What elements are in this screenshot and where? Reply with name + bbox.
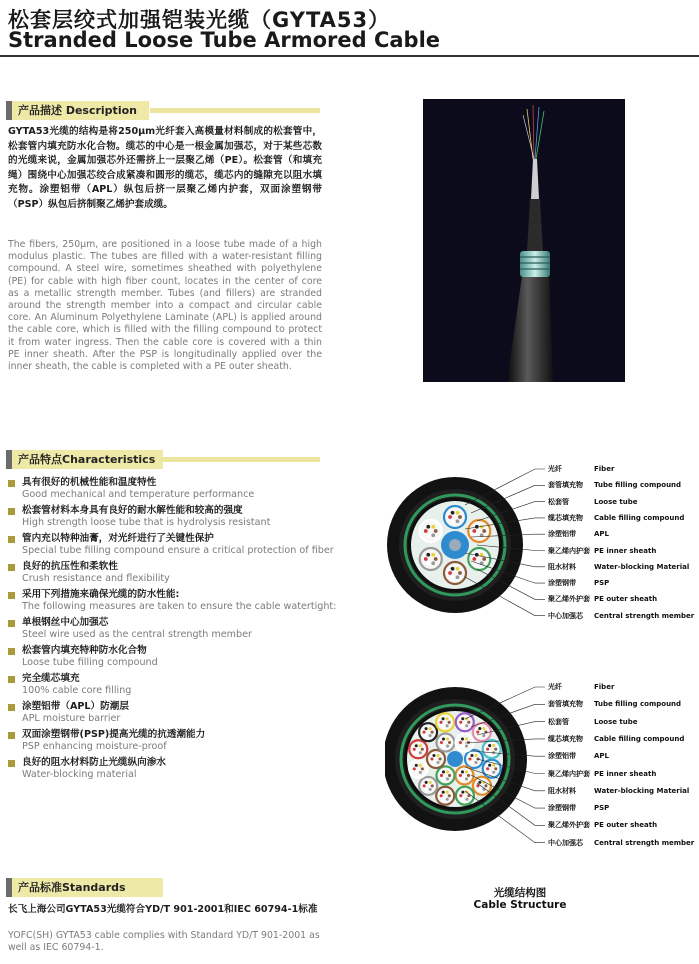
- standards-text-en: YOFC(SH) GYTA53 cable complies with Standard YD/T 901-2001 as well as IEC 60794-1.: [8, 930, 320, 953]
- item-cn: 良好的抗压性和柔软性: [22, 561, 118, 572]
- structure-label: [548, 751, 609, 761]
- item-en: The following measures are taken to ensure the cable watertight:: [22, 601, 337, 612]
- fiber: [492, 764, 495, 767]
- loose-tube: [473, 723, 491, 741]
- fiber: [439, 757, 442, 760]
- structure-label-en: Water-blocking Material: [594, 786, 690, 795]
- fiber: [442, 717, 445, 720]
- bullet-square-icon: [8, 536, 15, 543]
- fiber: [488, 771, 491, 774]
- structure-label: [548, 820, 657, 830]
- fiber: [478, 788, 481, 791]
- fiber: [461, 770, 464, 773]
- fiber: [461, 791, 464, 794]
- structure-label-en: PE outer sheath: [594, 821, 658, 830]
- list-item: [8, 617, 338, 640]
- structure-label-en: PE outer sheath: [594, 595, 658, 604]
- structure-label-cn: 阻水材料: [548, 786, 576, 795]
- description-text-en: The fibers, 250μm, are positioned in a loose tube made of a high modulus plastic. The tubes are filled with a water-resistant filling compound. A steel wire, sometimes sheathed with polyethylene (PE) for cable with high fiber count, locates in the center of core as a metallic strength member. Tubes (and fillers) are stranded around the strength member into a compact and circular cable core. An Aluminum Polyethylene Laminate (APL) is applied around the cable core, which is filled with the filling compound to protect it from water ingress. Then the cable core is covered with a thin PE inner sheath. After the PSP is longitudinally applied over the inner sheath, the cable is completed with a PE outer sheath.: [8, 239, 322, 373]
- fiber: [448, 571, 452, 575]
- fiber: [426, 533, 430, 537]
- fiber: [429, 781, 432, 784]
- fiber: [459, 741, 462, 744]
- fiber: [424, 557, 428, 561]
- structure-label-en: PE inner sheath: [594, 546, 657, 555]
- fiber: [426, 553, 430, 557]
- fiber: [434, 557, 438, 561]
- description-heading: 产品描述 Description: [6, 101, 149, 120]
- fiber: [446, 745, 449, 748]
- list-item: [8, 645, 338, 668]
- fiber: [475, 553, 479, 557]
- structure-label-en: Loose tube: [594, 497, 638, 506]
- fiber: [425, 734, 428, 737]
- item-cn: 良好的阻水材料防止光缆纵向渗水: [22, 757, 166, 768]
- fiber: [434, 529, 438, 533]
- fiber: [467, 721, 470, 724]
- structure-label: [548, 717, 638, 727]
- structure-label-en: APL: [594, 530, 610, 539]
- item-en: PSP enhancing moisture-proof: [22, 741, 167, 752]
- fiber: [465, 745, 468, 748]
- fiber: [472, 529, 476, 533]
- structure-label-en: Central strength member: [594, 838, 695, 847]
- fiber: [448, 721, 451, 724]
- fiber: [465, 724, 468, 727]
- bullet-square-icon: [8, 508, 15, 515]
- fiber: [430, 757, 433, 760]
- page-title-en: Stranded Loose Tube Armored Cable: [8, 28, 441, 52]
- fiber: [446, 777, 449, 780]
- bullet-square-icon: [8, 564, 15, 571]
- fiber: [456, 519, 460, 523]
- standards-text-cn: 长飞上海公司GYTA53光缆符合YD/T 901-2001和IEC 60794-1标准: [8, 904, 318, 915]
- fiber: [492, 744, 495, 747]
- bullet-square-icon: [8, 648, 15, 655]
- fiber: [423, 731, 426, 734]
- fiber: [440, 774, 443, 777]
- structure-label: [548, 803, 609, 813]
- structure-label-en: Water-blocking Material: [594, 562, 690, 571]
- fiber: [448, 774, 451, 777]
- fiber: [482, 557, 486, 561]
- structure-label-cn: 聚乙烯外护套: [548, 595, 590, 604]
- loose-tube: [427, 750, 445, 768]
- structure-label-cn: 聚乙烯外护套: [548, 821, 590, 830]
- structure-label-en: Fiber: [594, 683, 615, 691]
- list-item: [8, 673, 338, 696]
- structure-label-cn: 缆芯填充物: [548, 734, 583, 743]
- fiber: [472, 557, 476, 561]
- fiber: [468, 757, 471, 760]
- fiber: [456, 567, 460, 571]
- item-cn: 采用下列措施来确保光缆的防水性能:: [22, 589, 180, 600]
- loose-tube: [419, 723, 437, 741]
- fiber: [423, 784, 426, 787]
- fiber: [419, 771, 422, 774]
- fiber: [474, 754, 477, 757]
- fiber: [458, 515, 462, 519]
- item-en: Steel wire used as the central strength member: [22, 629, 252, 640]
- fiber: [415, 751, 418, 754]
- structure-label-en: Loose tube: [594, 717, 638, 726]
- description-text-cn: GYTA53光缆的结构是将250μm光纤套入高模量材料制成的松套管中，松套管内填充防水化合物。缆芯的中心是一根金属加强芯，对于某些芯数的光缆来说，金属加强芯外还需挤上一层聚乙烯（PE）。松套管（和填充绳）围绕中心加强芯绞合成紧凑和圆形的缆芯，缆芯内的缝隙充以阻水填充物。涂塑铝带（APL）纵包后挤一层聚乙烯内护套，双面涂塑钢带（PSP）纵包后挤制聚乙烯护套成缆。: [8, 126, 322, 210]
- fiber: [425, 727, 428, 730]
- structure-label-cn: 套管填充物: [548, 481, 583, 490]
- fiber: [415, 764, 418, 767]
- fiber: [442, 724, 445, 727]
- fiber: [494, 748, 497, 751]
- structure-label-cn: 缆芯填充物: [548, 513, 583, 522]
- fiber: [413, 767, 416, 770]
- loose-tube: [409, 740, 427, 758]
- fiber: [461, 738, 464, 741]
- fiber: [451, 567, 455, 571]
- item-en: Good mechanical and temperature performance: [22, 489, 255, 500]
- loose-tube: [420, 520, 442, 542]
- structure-label: [548, 769, 656, 779]
- fiber: [415, 771, 418, 774]
- fiber: [431, 731, 434, 734]
- list-item: [8, 589, 338, 612]
- structure-label-cn: 松套管: [548, 717, 569, 726]
- cable-photo-illustration: [423, 99, 625, 382]
- fiber: [486, 748, 489, 751]
- title-divider: [0, 55, 699, 57]
- loose-tube: [483, 740, 501, 758]
- fiber: [419, 751, 422, 754]
- structure-label-en: APL: [594, 752, 610, 761]
- fiber: [478, 727, 481, 730]
- structure-label-en: Cable filling compound: [594, 513, 685, 522]
- loose-tube: [436, 713, 454, 731]
- fiber: [461, 724, 464, 727]
- item-en: 100% cable core filling: [22, 685, 132, 696]
- structure-label-en: Cable filling compound: [594, 734, 685, 743]
- item-en: APL moisture barrier: [22, 713, 121, 724]
- fiber: [413, 748, 416, 751]
- fiber: [478, 781, 481, 784]
- caption-en: Cable Structure: [473, 899, 567, 911]
- fiber: [488, 764, 491, 767]
- structure-label-cn: 光纤: [548, 465, 562, 473]
- characteristics-heading: 产品特点Characteristics: [6, 450, 163, 469]
- fiber: [482, 734, 485, 737]
- fiber: [431, 561, 435, 565]
- fiber: [425, 781, 428, 784]
- structure-label-cn: 光纤: [548, 683, 562, 691]
- structure-label-en: PE inner sheath: [594, 769, 657, 778]
- fiber: [482, 529, 486, 533]
- structure-label-cn: 聚乙烯内护套: [548, 769, 590, 778]
- item-cn: 管内充以特种油膏，对光纤进行了关键性保护: [22, 533, 214, 544]
- fiber: [446, 770, 449, 773]
- structure-label-cn: 阻水材料: [548, 562, 576, 571]
- structure-label-en: PSP: [594, 579, 610, 588]
- fiber: [426, 525, 430, 529]
- bullet-square-icon: [8, 676, 15, 683]
- item-cn: 单根钢丝中心加强芯: [22, 617, 109, 628]
- fiber: [484, 784, 487, 787]
- fiber: [446, 717, 449, 720]
- fiber: [446, 791, 449, 794]
- fiber: [432, 754, 435, 757]
- fiber: [448, 794, 451, 797]
- fiber: [446, 798, 449, 801]
- structure-label: [548, 578, 609, 588]
- item-cn: 松套管内填充特种防水化合物: [22, 645, 147, 656]
- fiber: [470, 754, 473, 757]
- item-en: High strength loose tube that is hydrolysis resistant: [22, 517, 271, 528]
- fiber: [470, 761, 473, 764]
- fiber: [421, 748, 424, 751]
- list-item: [8, 533, 338, 556]
- structure-label: [548, 786, 689, 796]
- structure-label-en: Tube filling compound: [594, 481, 682, 490]
- fiber: [461, 717, 464, 720]
- bullet-square-icon: [8, 732, 15, 739]
- structure-label-cn: 中心加强芯: [548, 611, 583, 620]
- fiber: [442, 745, 445, 748]
- structure-label-en: Central strength member: [594, 611, 695, 620]
- structure-label: [548, 529, 609, 539]
- fiber: [431, 784, 434, 787]
- fiber: [474, 761, 477, 764]
- description-heading-bar: [150, 108, 320, 113]
- fiber: [440, 721, 443, 724]
- loose-tube: [465, 750, 483, 768]
- fiber: [419, 764, 422, 767]
- structure-label-cn: 涂塑钢带: [548, 579, 576, 588]
- fiber: [431, 533, 435, 537]
- caption-cn: 光缆结构图: [493, 887, 547, 899]
- fiber: [421, 767, 424, 770]
- bullet-square-icon: [8, 620, 15, 627]
- cross-section-large: [385, 687, 527, 831]
- structure-label-cn: 聚乙烯内护套: [548, 546, 590, 555]
- fiber: [429, 788, 432, 791]
- loose-tube: [419, 777, 437, 795]
- fiber: [465, 738, 468, 741]
- list-item: [8, 701, 338, 724]
- structure-label: [548, 562, 689, 572]
- fiber: [467, 774, 470, 777]
- structure-label-en: Tube filling compound: [594, 700, 682, 709]
- structure-label: [548, 513, 684, 523]
- loose-tube: [436, 787, 454, 805]
- fiber: [424, 529, 428, 533]
- structure-label-cn: 套管填充物: [548, 700, 583, 709]
- loose-tube: [473, 777, 491, 795]
- fiber: [459, 721, 462, 724]
- fiber: [461, 798, 464, 801]
- fiber: [442, 798, 445, 801]
- structure-label: [548, 594, 657, 604]
- structure-label: [548, 838, 694, 848]
- characteristics-heading-bar: [160, 457, 320, 462]
- fiber: [451, 511, 455, 515]
- bullet-square-icon: [8, 760, 15, 767]
- fiber: [429, 734, 432, 737]
- fiber: [486, 767, 489, 770]
- item-cn: 双面涂塑钢带(PSP)提高光缆的抗透潮能力: [22, 729, 206, 740]
- fiber: [419, 744, 422, 747]
- structure-label-cn: 涂塑铝带: [548, 530, 576, 539]
- structure-label: [548, 682, 614, 692]
- list-item: [8, 477, 338, 500]
- fiber: [436, 754, 439, 757]
- fiber: [448, 515, 452, 519]
- cross-section-small: [387, 477, 523, 613]
- loose-tube: [444, 506, 466, 528]
- item-en: Crush resistance and flexibility: [22, 573, 170, 584]
- list-item: [8, 561, 338, 584]
- bullet-square-icon: [8, 480, 15, 487]
- fiber: [446, 738, 449, 741]
- fiber: [451, 575, 455, 579]
- fiber: [446, 724, 449, 727]
- structure-label-cn: 涂塑铝带: [548, 752, 576, 761]
- loose-tube: [409, 760, 427, 778]
- fiber: [459, 794, 462, 797]
- fiber: [442, 791, 445, 794]
- page-title-cn: 松套层绞式加强铠装光缆（GYTA53）: [8, 8, 391, 32]
- structure-label: [548, 480, 681, 490]
- fiber: [465, 777, 468, 780]
- fiber: [448, 741, 451, 744]
- fiber: [492, 771, 495, 774]
- fiber: [425, 788, 428, 791]
- standards-heading: 产品标准Standards: [6, 878, 163, 897]
- fiber: [431, 525, 435, 529]
- fiber: [459, 774, 462, 777]
- list-item: [8, 757, 338, 780]
- fiber: [431, 553, 435, 557]
- fiber: [429, 727, 432, 730]
- bullet-square-icon: [8, 592, 15, 599]
- fiber: [440, 741, 443, 744]
- fiber: [456, 511, 460, 515]
- loose-tube: [444, 562, 466, 584]
- fiber: [440, 794, 443, 797]
- structure-label: [548, 497, 638, 507]
- fiber: [432, 761, 435, 764]
- fiber: [442, 738, 445, 741]
- fiber: [451, 519, 455, 523]
- loose-tube: [468, 520, 490, 542]
- item-en: Special tube filling compound ensure a critical protection of fiber: [22, 545, 334, 556]
- characteristics-list: [8, 477, 338, 785]
- fiber: [476, 731, 479, 734]
- list-item: [8, 729, 338, 752]
- fiber: [482, 727, 485, 730]
- fiber: [436, 761, 439, 764]
- structure-label-en: Fiber: [594, 465, 615, 473]
- item-en: Loose tube filling compound: [22, 657, 158, 668]
- fiber: [442, 770, 445, 773]
- fiber: [456, 575, 460, 579]
- structure-label-cn: 中心加强芯: [548, 838, 583, 847]
- fiber: [488, 744, 491, 747]
- item-cn: 松套管材料本身具有良好的耐水解性能和较高的强度: [22, 505, 243, 516]
- fiber: [461, 777, 464, 780]
- fiber: [415, 744, 418, 747]
- fiber: [458, 571, 462, 575]
- list-item: [8, 505, 338, 528]
- structure-label: [548, 734, 684, 744]
- fiber: [494, 767, 497, 770]
- loose-tube: [420, 548, 442, 570]
- structure-label: [548, 699, 681, 709]
- structure-label: [548, 464, 614, 474]
- item-cn: 具有很好的机械性能和温度特性: [22, 477, 157, 488]
- structure-label-en: PSP: [594, 804, 610, 813]
- structure-label: [548, 546, 656, 556]
- structure-label-cn: 涂塑钢带: [548, 804, 576, 813]
- structure-label-cn: 松套管: [548, 497, 569, 506]
- item-en: Water-blocking material: [22, 769, 137, 780]
- fiber: [426, 561, 430, 565]
- fiber: [461, 745, 464, 748]
- cable-photo: [423, 99, 625, 382]
- loose-tube: [437, 734, 455, 752]
- fiber: [465, 798, 468, 801]
- fiber: [465, 770, 468, 773]
- fiber: [442, 777, 445, 780]
- loose-tube: [437, 766, 455, 784]
- item-cn: 完全缆芯填充: [22, 673, 80, 684]
- structure-label: [548, 611, 694, 621]
- item-cn: 涂塑铝带（APL）防潮层: [22, 701, 129, 712]
- bullet-square-icon: [8, 704, 15, 711]
